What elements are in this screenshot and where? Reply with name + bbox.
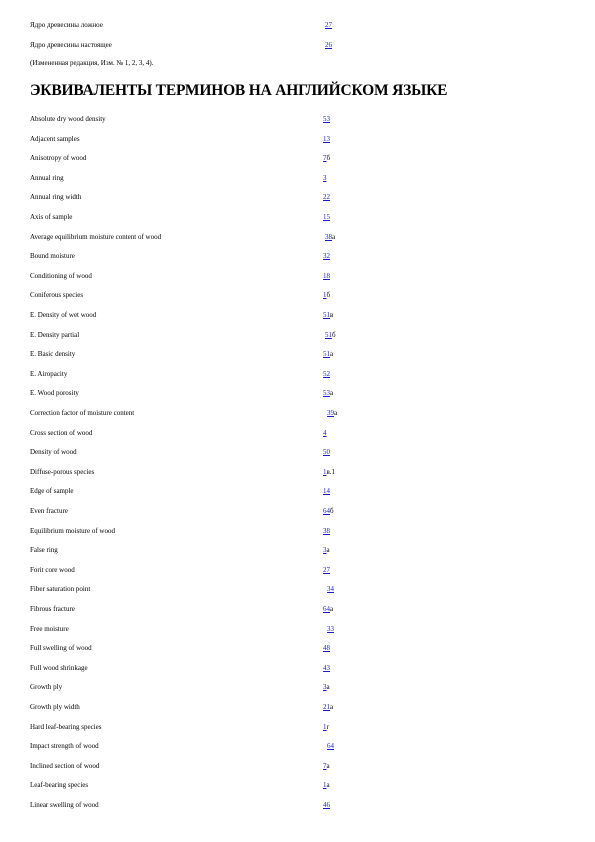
entry-link[interactable]: 3 xyxy=(323,546,327,554)
entry-term: Fibrous fracture xyxy=(30,605,75,613)
entry-number xyxy=(323,213,330,222)
entry-term: Leaf-bearing species xyxy=(30,781,89,789)
entry-term: Edge of sample xyxy=(30,487,74,495)
entry-number xyxy=(327,585,334,594)
index-entry xyxy=(30,742,570,751)
entry-suffix: а xyxy=(326,762,330,770)
index-entry xyxy=(30,41,570,50)
index-entry xyxy=(30,487,570,496)
entry-number xyxy=(323,174,327,183)
entry-number xyxy=(325,233,335,242)
entry-number xyxy=(323,683,330,692)
entry-term: Ядро древесины настоящее xyxy=(30,41,112,49)
entry-number xyxy=(323,370,330,379)
entry-link[interactable]: 64 xyxy=(327,742,334,750)
entry-term: Coniferous species xyxy=(30,291,84,299)
entry-link[interactable]: 43 xyxy=(323,664,330,672)
entry-link[interactable]: 22 xyxy=(323,193,330,201)
entry-link[interactable]: 7 xyxy=(323,154,327,162)
entry-term: Linear swelling of wood xyxy=(30,801,99,809)
index-entry xyxy=(30,21,570,30)
entry-link[interactable]: 21 xyxy=(323,703,330,711)
entry-term: Equilibrium moisture of wood xyxy=(30,527,115,535)
entry-number xyxy=(323,723,329,732)
index-entry xyxy=(30,389,570,398)
entry-link[interactable]: 1 xyxy=(323,723,327,731)
index-entry xyxy=(30,801,570,810)
entry-link[interactable]: 14 xyxy=(323,487,330,495)
index-entry xyxy=(30,115,570,124)
index-entry xyxy=(30,683,570,692)
entry-number xyxy=(323,154,330,163)
entry-link[interactable]: 4 xyxy=(323,429,327,437)
entry-term: Average equilibrium moisture content of wood xyxy=(30,233,162,241)
entry-link[interactable]: 1 xyxy=(323,291,327,299)
index-entry xyxy=(30,703,570,712)
entry-term: Bound moisture xyxy=(30,252,75,260)
index-entry xyxy=(30,331,570,340)
entry-link[interactable]: 38 xyxy=(325,233,332,241)
entry-term: Growth ply width xyxy=(30,703,80,711)
entry-number xyxy=(323,311,333,320)
entry-link[interactable]: 3 xyxy=(323,683,327,691)
entry-number xyxy=(327,742,334,751)
entry-term: Forit core wood xyxy=(30,566,75,574)
entry-term: Correction factor of moisture content xyxy=(30,409,135,417)
entry-link[interactable]: 13 xyxy=(323,135,330,143)
entry-number xyxy=(323,781,330,790)
entry-number xyxy=(323,389,333,398)
entry-suffix: а xyxy=(332,233,336,241)
entry-number xyxy=(323,546,330,555)
entry-term: Impact strength of wood xyxy=(30,742,99,750)
index-entry xyxy=(30,566,570,575)
entry-term: Full swelling of wood xyxy=(30,644,92,652)
index-entry xyxy=(30,644,570,653)
entry-suffix: в.1 xyxy=(326,468,336,476)
entry-suffix: а xyxy=(334,409,338,417)
entry-term: False ring xyxy=(30,546,58,554)
entry-term: Annual ring width xyxy=(30,193,82,201)
entry-number xyxy=(323,644,330,653)
index-entry xyxy=(30,546,570,555)
entry-number xyxy=(325,41,332,50)
entry-link[interactable]: 27 xyxy=(323,566,330,574)
index-entry xyxy=(30,762,570,771)
entry-number xyxy=(323,291,330,300)
index-entry xyxy=(30,291,570,300)
entry-number xyxy=(323,115,330,124)
entry-link[interactable]: 51 xyxy=(323,350,330,358)
entry-term: Full wood shrinkage xyxy=(30,664,88,672)
index-entry xyxy=(30,154,570,163)
index-entry xyxy=(30,625,570,634)
index-entry xyxy=(30,272,570,281)
entry-suffix: б xyxy=(330,507,334,515)
entry-term: Cross section of wood xyxy=(30,429,93,437)
entry-term: Density of wood xyxy=(30,448,77,456)
entry-term: E. Basic density xyxy=(30,350,76,358)
entry-number xyxy=(323,468,335,477)
entry-suffix: а xyxy=(330,703,334,711)
index-entry xyxy=(30,448,570,457)
index-entry xyxy=(30,605,570,614)
entry-term: Ядро древесины ложное xyxy=(30,21,103,29)
entry-number xyxy=(323,487,330,496)
entry-term: Fiber saturation point xyxy=(30,585,91,593)
index-entry xyxy=(30,135,570,144)
index-entry xyxy=(30,585,570,594)
entry-number xyxy=(325,21,332,30)
entry-suffix: а xyxy=(330,605,334,613)
entry-term: Anisotropy of wood xyxy=(30,154,87,162)
index-entry xyxy=(30,468,570,477)
entry-number xyxy=(323,252,330,261)
entry-link[interactable]: 48 xyxy=(323,644,330,652)
entry-link[interactable]: 33 xyxy=(327,625,334,633)
entry-link[interactable]: 51 xyxy=(323,311,330,319)
entry-number xyxy=(323,664,330,673)
index-entry xyxy=(30,193,570,202)
entry-term: Axis of sample xyxy=(30,213,73,221)
entry-link[interactable]: 7 xyxy=(323,762,327,770)
index-entry xyxy=(30,350,570,359)
entry-number xyxy=(323,605,333,614)
entry-term: Free moisture xyxy=(30,625,69,633)
index-entry xyxy=(30,370,570,379)
entry-number xyxy=(323,762,330,771)
index-entry xyxy=(30,409,570,418)
entry-number xyxy=(327,625,334,634)
entry-link[interactable]: 53 xyxy=(323,115,330,123)
entry-number xyxy=(323,193,330,202)
index-entry xyxy=(30,781,570,790)
entry-link[interactable]: 34 xyxy=(327,585,334,593)
entry-term: Adjacent samples xyxy=(30,135,80,143)
entry-term: Hard leaf-bearing species xyxy=(30,723,102,731)
entry-term: Absolute dry wood density xyxy=(30,115,106,123)
entry-term: Diffuse-porous species xyxy=(30,468,95,476)
entry-term: E. Airopacity xyxy=(30,370,68,378)
entry-link[interactable]: 26 xyxy=(325,41,332,49)
entry-link[interactable]: 64 xyxy=(323,605,330,613)
entry-number xyxy=(323,429,327,438)
entry-link[interactable]: 1 xyxy=(323,781,327,789)
entry-link[interactable]: 32 xyxy=(323,252,330,260)
entry-number xyxy=(323,527,330,536)
entry-link[interactable]: 38 xyxy=(323,527,330,535)
entry-term: Annual ring xyxy=(30,174,64,182)
entry-number xyxy=(323,566,330,575)
entry-number xyxy=(323,350,333,359)
entry-link[interactable]: 53 xyxy=(323,389,330,397)
entry-link[interactable]: 18 xyxy=(323,272,330,280)
index-entry xyxy=(30,507,570,516)
entry-term: Conditioning of wood xyxy=(30,272,92,280)
entry-link[interactable]: 39 xyxy=(327,409,334,417)
entry-number xyxy=(325,331,336,340)
entry-term: E. Density of wet wood xyxy=(30,311,97,319)
amendment-note: (Измененная редакция, Изм. № 1, 2, 3, 4). xyxy=(30,59,154,67)
entry-suffix: г xyxy=(326,723,330,731)
entry-link[interactable]: 64 xyxy=(323,507,330,515)
index-entry xyxy=(30,233,570,242)
entry-link[interactable]: 51 xyxy=(325,331,332,339)
entry-suffix: б xyxy=(332,331,336,339)
index-entry xyxy=(30,429,570,438)
entry-number xyxy=(323,135,330,144)
index-entry xyxy=(30,252,570,261)
index-entry xyxy=(30,664,570,673)
entry-link[interactable]: 50 xyxy=(323,448,330,456)
entry-number xyxy=(327,409,337,418)
entry-number xyxy=(323,448,330,457)
entry-link[interactable]: 46 xyxy=(323,801,330,809)
entry-term: E. Wood porosity xyxy=(30,389,79,397)
entry-suffix: б xyxy=(326,291,331,299)
entry-number xyxy=(323,507,334,516)
entry-number xyxy=(323,272,330,281)
entry-suffix: а xyxy=(326,683,330,691)
entry-link[interactable]: 52 xyxy=(323,370,330,378)
entry-suffix: а xyxy=(326,546,330,554)
entry-term: E. Density partial xyxy=(30,331,80,339)
index-entry xyxy=(30,213,570,222)
section-heading: ЭКВИВАЛЕНТЫ ТЕРМИНОВ НА АНГЛИЙСКОМ ЯЗЫКЕ xyxy=(30,82,448,99)
entry-term: Even fracture xyxy=(30,507,68,515)
index-entry xyxy=(30,174,570,183)
entry-suffix: а xyxy=(330,350,334,358)
entry-suffix: б xyxy=(326,154,331,162)
entry-link[interactable]: 27 xyxy=(325,21,332,29)
index-entry xyxy=(30,311,570,320)
entry-link[interactable]: 3 xyxy=(323,174,327,182)
entry-suffix: а xyxy=(326,781,330,789)
entry-term: Growth ply xyxy=(30,683,63,691)
entry-suffix: а xyxy=(330,389,334,397)
entry-suffix: в xyxy=(330,311,334,319)
index-entry xyxy=(30,723,570,732)
entry-link[interactable]: 15 xyxy=(323,213,330,221)
entry-link[interactable]: 1 xyxy=(323,468,327,476)
entry-number xyxy=(323,801,330,810)
entry-term: Inclined section of wood xyxy=(30,762,100,770)
entry-number xyxy=(323,703,333,712)
index-entry xyxy=(30,527,570,536)
